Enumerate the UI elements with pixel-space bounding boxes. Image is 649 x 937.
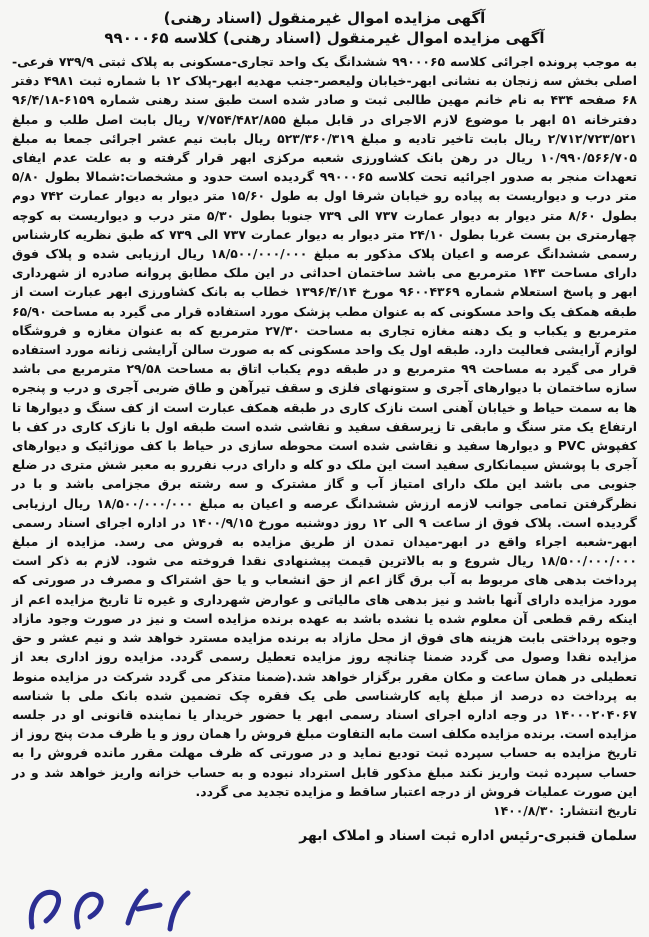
notice-subtitle: آگهی مزایده اموال غیرمنقول (اسناد رهنی) کلاسه ۹۹۰۰۰۶۵	[104, 29, 545, 47]
notice-paragraph: به موجب پرونده اجرائی کلاسه ۹۹۰۰۰۶۵ ششدانگ یک واحد تجاری-مسکونی به پلاک ثبتی ۷۳۹/۹ فرعی-اصلی بخش سه زنجان به نشانی ابهر-خیابان ولیعصر-جنب مهدیه ابهر-پلاک ۱۲ با شماره ثبت ۴۹۸۱ دفتر ۶۸ صفحه ۴۳۴ به نام خانم مهین طالبی ثبت و صادر شده است طبق سند رهنی شماره ۶۱۵۹-۹۶/۴/۱۸ دفترخانه ۵۱ ابهر با موضوع لازم الاجرای در قابل مبلغ ۷/۷۵۴/۴۸۲/۸۵۵ ریال بابت اصل طلب و مبلغ ۲/۷۱۲/۷۲۳/۵۲۱ ریال بابت تاخیر تادیه و مبلغ ۵۲۳/۳۶۰/۳۱۹ ریال بابت نیم عشر اجرائی جمعا به مبلغ ۱۰/۹۹۰/۵۶۶/۷۰۵ ریال در رهن بانک کشاورزی شعبه مرکزی ابهر قرار گرفته و به علت عدم ایفای تعهدات منجر به صدور اجرائیه تحت کلاسه ۹۹۰۰۰۶۵ گردیده است حدود و مشخصات:شمالا بطول ۵/۸۰ متر درب و دیواریست به پیاده رو خیابان شرقا اول به طول ۱۵/۶۰ متر دیوار به دیوار عمارت ۷۴۲ دوم بطول ۸/۶۰ متر دیوار به دیوار عمارت ۷۳۷ الی ۷۳۹ جنوبا بطول ۵/۳۰ متر درب و دیواریست به کوچه چهارمتری بن بست غربا بطول ۲۴/۱۰ متر دیوار به دیوار عمارت ۷۳۷ الی ۷۳۹ که طبق نظریه کارشناس رسمی ششدانگ عرصه و اعیان پلاک مذکور به مبلغ ۱۸/۵۰۰/۰۰۰/۰۰۰ ریال ارزیابی شده و پلاک فوق دارای مساحت ۱۴۳ مترمربع می باشد ساختمان احداثی در این ملک مطابق پروانه صادره از شهرداری ابهر و پاسخ استعلام شماره ۹۶۰۰۴۳۶۹ مورخ ۱۳۹۶/۴/۱۴ خطاب به بانک کشاورزی ابهر عبارت است از طبقه همکف یک واحد مسکونی که به عنوان مطب پزشک مورد استفاده قرار می گیرد به مساحت ۶۵/۹۰ مترمربع و یکباب و یک دهنه مغازه تجاری به مساحت ۲۷/۳۰ مترمربع که به عنوان مغازه و فروشگاه لوازم آرایشی فعالیت دارد. طبقه اول یک واحد مسکونی که به صورت سالن آرایشی زنانه مورد استفاده قرار می گیرد به مساحت ۹۹ مترمربع و در طبقه دوم یکباب اتاق به مساحت ۲۹/۵۸ مترمربع می باشد سازه ساختمان با دیوارهای آجری و ستونهای فلزی و سقف تیرآهن و طاق ضربی آجری و درب و پنجره ها به سمت حیاط و خیابان آهنی است نازک کاری در طبقه همکف عبارت است از کف سنگ و دیوارها تا ارتفاع یک متر سنگ و مابقی تا زیرسقف سفید و نقاشی شده است طبقه اول با نازک کاری در کف با کفپوش PVC و دیوارها سفید و نقاشی شده است محوطه سازی در حیاط با کف موزائیک و دیوارهای آجری با پوشش سیمانکاری سفید است این ملک دو کله و دارای درب نفررو به معبر شش متری در ضلع جنوبی می باشد این ملک دارای امتیاز آب و گاز مشترک و سه رشته برق مجزامی باشد و با در نظرگرفتن تمامی جوانب لازمه ارزش ششدانگ عرصه و اعیان به مبلغ ۱۸/۵۰۰/۰۰۰/۰۰۰ ریال ارزیابی گردیده است. پلاک فوق از ساعت ۹ الی ۱۲ روز دوشنبه مورخ ۱۴۰۰/۹/۱۵ در اداره اجرای اسناد رسمی ابهر-شعبه اجراء واقع در ابهر-میدان تمدن از طریق مزایده به فروش می رسد. مزایده از مبلغ ۱۸/۵۰۰/۰۰۰/۰۰۰ ریال شروع و به بالاترین قیمت پیشنهادی نقدا فروخته می شود. لازم به ذکر است پرداخت بدهی های مربوط به آب برق گاز اعم از حق انشعاب و یا حق اشتراک و مصرف در صورتی که مورد مزایده دارای آنها باشد و نیز بدهی های مالیاتی و عوارض شهرداری و غیره تا تاریخ مزایده اعم از اینکه رقم قطعی آن معلوم شده یا نشده باشد به عهده برنده مزایده است و نیز در صورت وجود مازاد وجوه پرداختی بابت هزینه های فوق از محل مازاد به برنده مزایده مسترد خواهد شد و نیم عشر و حق مزایده نقدا وصول می گردد ضمنا چنانچه روز مزایده تعطیل رسمی گردد. مزایده روز اداری بعد از تعطیلی در همان ساعت و مکان مقرر برگزار خواهد شد.(ضمنا متذکر می گردد شرکت در مزایده منوط به پرداخت ده درصد از مبلغ پایه کارشناسی طی یک فقره چک تضمین شده بانک ملی با شناسه ۱۴۰۰۰۲۰۴۰۶۷ در وجه اداره اجرای اسناد رسمی ابهر یا حضور خریدار یا نماینده قانونی او در جلسه مزایده است. برنده مزایده مکلف است مابه التفاوت مبلغ فروش را همان روز و یا ظرف مدت پنج روز از تاریخ مزایده به حساب سپرده ثبت تودیع نماید و در صورتی که ظرف مهلت مقرر مانده فروش را به حساب سپرده ثبت واریز نکند مبلغ مذکور قابل استرداد نبوده و به حساب خزانه واریز خواهد شد و در این صورت عملیات فروش از درجه اعتبار ساقط و مزایده تجدید می گردد.	[12, 54, 638, 799]
handwritten-number-stamp	[20, 883, 210, 935]
notice-title: آگهی مزایده اموال غیرمنقول (اسناد رهنی)	[163, 9, 486, 27]
notice-body	[12, 52, 637, 801]
publish-date: تاریخ انتشار: ۱۴۰۰/۸/۳۰	[493, 802, 637, 818]
signature-line: سلمان قنبری-رئیس اداره ثبت اسناد و املاک ابهر	[299, 828, 637, 845]
